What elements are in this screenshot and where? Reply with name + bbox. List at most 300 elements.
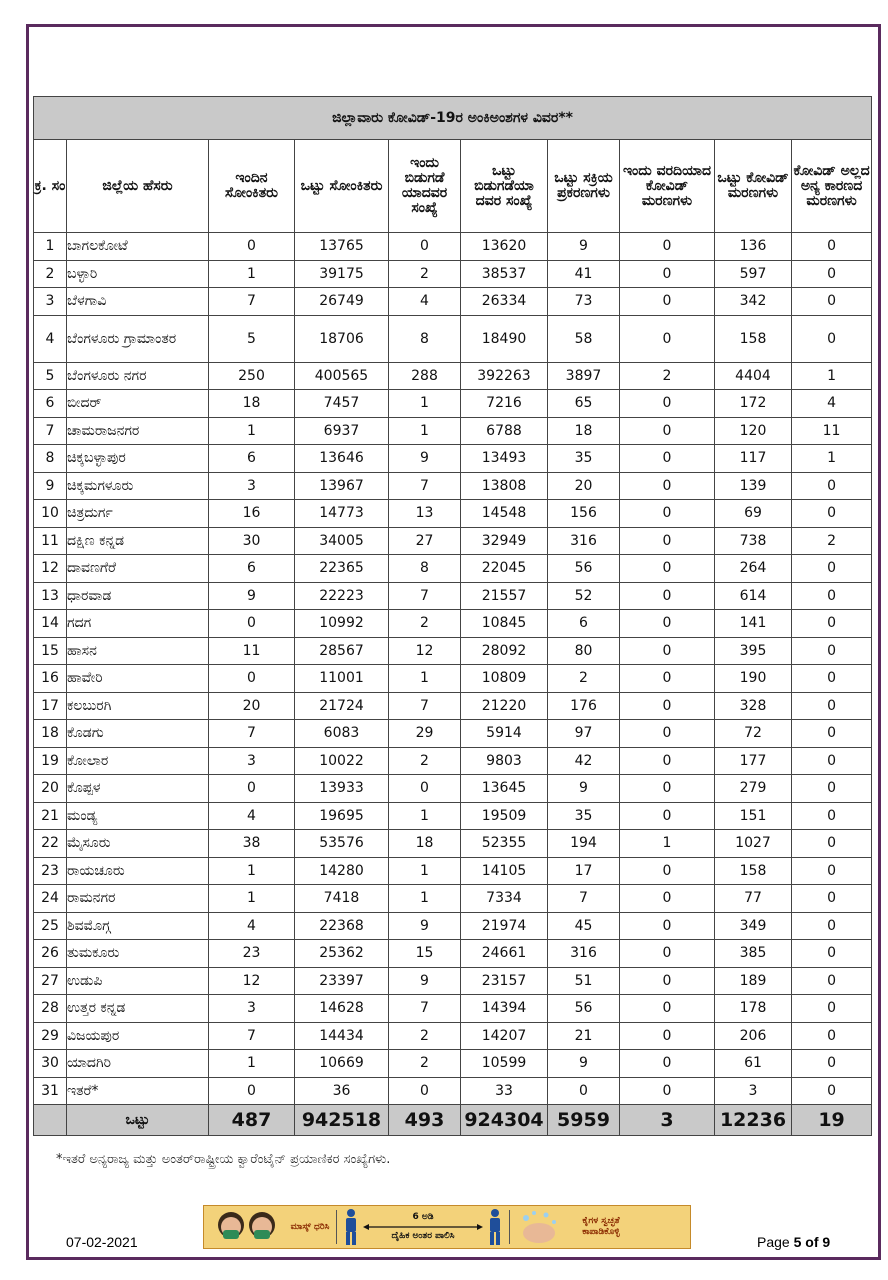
total-value-cell: 19 xyxy=(792,1105,872,1136)
table-title: ಜಿಲ್ಲಾವಾರು ಕೋವಿಡ್-19ರ ಅಂಕಿಅಂಶಗಳ ವಿವರ** xyxy=(34,97,872,140)
value-cell: 342 xyxy=(715,288,792,316)
value-cell: 7 xyxy=(389,995,461,1023)
value-cell: 13808 xyxy=(461,472,548,500)
total-value-cell: 5959 xyxy=(548,1105,620,1136)
district-name-cell: ಚಿಕ್ಕಬಳ್ಳಾಪುರ xyxy=(67,445,209,473)
value-cell: 1 xyxy=(209,1050,295,1078)
value-cell: 176 xyxy=(548,692,620,720)
value-cell: 38537 xyxy=(461,260,548,288)
total-value-cell: 493 xyxy=(389,1105,461,1136)
value-cell: 9 xyxy=(548,233,620,261)
value-cell: 400565 xyxy=(295,362,389,390)
value-cell: 0 xyxy=(620,1050,715,1078)
value-cell: 2 xyxy=(389,1050,461,1078)
serial-cell: 30 xyxy=(34,1050,67,1078)
table-row xyxy=(34,1050,872,1078)
table-row xyxy=(34,288,872,316)
column-header: ಜಿಲ್ಲೆಯ ಹೆಸರು xyxy=(67,140,209,233)
table-row xyxy=(34,747,872,775)
value-cell: 250 xyxy=(209,362,295,390)
banner-divider xyxy=(336,1210,337,1244)
district-name-cell: ಶಿವಮೊಗ್ಗ xyxy=(67,912,209,940)
value-cell: 19695 xyxy=(295,802,389,830)
value-cell: 10809 xyxy=(461,665,548,693)
value-cell: 32949 xyxy=(461,527,548,555)
value-cell: 0 xyxy=(620,610,715,638)
value-cell: 13 xyxy=(389,500,461,528)
serial-cell: 11 xyxy=(34,527,67,555)
value-cell: 120 xyxy=(715,417,792,445)
serial-cell: 31 xyxy=(34,1077,67,1105)
value-cell: 7418 xyxy=(295,885,389,913)
value-cell: 0 xyxy=(620,637,715,665)
value-cell: 1 xyxy=(209,857,295,885)
serial-cell: 14 xyxy=(34,610,67,638)
value-cell: 23157 xyxy=(461,967,548,995)
table-row xyxy=(34,912,872,940)
value-cell: 1027 xyxy=(715,830,792,858)
value-cell: 279 xyxy=(715,775,792,803)
serial-cell: 13 xyxy=(34,582,67,610)
district-name-cell: ಹಾಸನ xyxy=(67,637,209,665)
value-cell: 0 xyxy=(620,445,715,473)
value-cell: 0 xyxy=(792,940,872,968)
value-cell: 3 xyxy=(209,747,295,775)
total-row xyxy=(34,1105,872,1136)
distance-bottom-text: ದೈಹಿಕ ಅಂತರ ಪಾಲಿಸಿ xyxy=(391,1231,455,1241)
value-cell: 2 xyxy=(389,1022,461,1050)
value-cell: 0 xyxy=(389,233,461,261)
value-cell: 6083 xyxy=(295,720,389,748)
value-cell: 178 xyxy=(715,995,792,1023)
table-row xyxy=(34,857,872,885)
serial-cell: 22 xyxy=(34,830,67,858)
value-cell: 0 xyxy=(620,885,715,913)
value-cell: 0 xyxy=(792,967,872,995)
district-name-cell: ಚಾಮರಾಜನಗರ xyxy=(67,417,209,445)
district-name-cell: ಬೀದರ್ xyxy=(67,390,209,418)
value-cell: 0 xyxy=(792,830,872,858)
value-cell: 20 xyxy=(548,472,620,500)
value-cell: 18 xyxy=(548,417,620,445)
value-cell: 30 xyxy=(209,527,295,555)
value-cell: 0 xyxy=(389,1077,461,1105)
serial-cell: 28 xyxy=(34,995,67,1023)
table-header-row xyxy=(34,140,872,233)
value-cell: 36 xyxy=(295,1077,389,1105)
serial-cell: 1 xyxy=(34,233,67,261)
value-cell: 14628 xyxy=(295,995,389,1023)
value-cell: 13620 xyxy=(461,233,548,261)
value-cell: 0 xyxy=(792,857,872,885)
value-cell: 189 xyxy=(715,967,792,995)
value-cell: 7 xyxy=(389,582,461,610)
value-cell: 158 xyxy=(715,857,792,885)
value-cell: 0 xyxy=(620,747,715,775)
value-cell: 52 xyxy=(548,582,620,610)
serial-cell: 19 xyxy=(34,747,67,775)
value-cell: 6 xyxy=(209,445,295,473)
value-cell: 21220 xyxy=(461,692,548,720)
value-cell: 69 xyxy=(715,500,792,528)
value-cell: 4 xyxy=(389,288,461,316)
page-prefix: Page xyxy=(757,1234,794,1250)
value-cell: 597 xyxy=(715,260,792,288)
value-cell: 6937 xyxy=(295,417,389,445)
serial-cell: 26 xyxy=(34,940,67,968)
value-cell: 392263 xyxy=(461,362,548,390)
value-cell: 395 xyxy=(715,637,792,665)
report-date: 07-02-2021 xyxy=(66,1234,138,1250)
district-name-cell: ಬೆಳಗಾವಿ xyxy=(67,288,209,316)
value-cell: 0 xyxy=(620,995,715,1023)
value-cell: 24661 xyxy=(461,940,548,968)
value-cell: 22365 xyxy=(295,555,389,583)
serial-cell: 24 xyxy=(34,885,67,913)
value-cell: 22368 xyxy=(295,912,389,940)
value-cell: 0 xyxy=(792,472,872,500)
value-cell: 0 xyxy=(209,775,295,803)
value-cell: 1 xyxy=(209,885,295,913)
value-cell: 4 xyxy=(209,802,295,830)
value-cell: 158 xyxy=(715,315,792,362)
value-cell: 349 xyxy=(715,912,792,940)
value-cell: 0 xyxy=(620,720,715,748)
value-cell: 21557 xyxy=(461,582,548,610)
value-cell: 0 xyxy=(620,1077,715,1105)
serial-cell: 9 xyxy=(34,472,67,500)
value-cell: 7334 xyxy=(461,885,548,913)
table-row xyxy=(34,1077,872,1105)
value-cell: 0 xyxy=(209,610,295,638)
value-cell: 15 xyxy=(389,940,461,968)
value-cell: 10599 xyxy=(461,1050,548,1078)
value-cell: 16 xyxy=(209,500,295,528)
value-cell: 18490 xyxy=(461,315,548,362)
district-name-cell: ವಿಜಯಪುರ xyxy=(67,1022,209,1050)
value-cell: 0 xyxy=(792,747,872,775)
value-cell: 1 xyxy=(389,665,461,693)
district-name-cell: ದಾವಣಗೆರೆ xyxy=(67,555,209,583)
serial-cell: 3 xyxy=(34,288,67,316)
district-name-cell: ಬಳ್ಳಾರಿ xyxy=(67,260,209,288)
value-cell: 1 xyxy=(389,857,461,885)
value-cell: 738 xyxy=(715,527,792,555)
value-cell: 9 xyxy=(209,582,295,610)
value-cell: 0 xyxy=(620,857,715,885)
value-cell: 33 xyxy=(461,1077,548,1105)
district-name-cell: ಮಂಡ್ಯ xyxy=(67,802,209,830)
value-cell: 2 xyxy=(389,260,461,288)
serial-cell: 6 xyxy=(34,390,67,418)
serial-cell: 4 xyxy=(34,315,67,362)
distance-top-text: 6 ಅಡಿ xyxy=(412,1212,434,1222)
table-row xyxy=(34,995,872,1023)
value-cell: 4404 xyxy=(715,362,792,390)
value-cell: 139 xyxy=(715,472,792,500)
value-cell: 21724 xyxy=(295,692,389,720)
serial-cell: 21 xyxy=(34,802,67,830)
serial-cell: 7 xyxy=(34,417,67,445)
value-cell: 0 xyxy=(620,967,715,995)
table-row xyxy=(34,527,872,555)
table-row xyxy=(34,555,872,583)
total-value-cell: 924304 xyxy=(461,1105,548,1136)
value-cell: 385 xyxy=(715,940,792,968)
table-row xyxy=(34,802,872,830)
value-cell: 614 xyxy=(715,582,792,610)
district-name-cell: ತುಮಕೂರು xyxy=(67,940,209,968)
value-cell: 9 xyxy=(548,1050,620,1078)
value-cell: 26749 xyxy=(295,288,389,316)
value-cell: 56 xyxy=(548,555,620,583)
value-cell: 2 xyxy=(389,610,461,638)
value-cell: 14280 xyxy=(295,857,389,885)
value-cell: 28092 xyxy=(461,637,548,665)
value-cell: 73 xyxy=(548,288,620,316)
value-cell: 51 xyxy=(548,967,620,995)
value-cell: 0 xyxy=(620,500,715,528)
value-cell: 10022 xyxy=(295,747,389,775)
value-cell: 0 xyxy=(620,940,715,968)
value-cell: 13493 xyxy=(461,445,548,473)
value-cell: 72 xyxy=(715,720,792,748)
hand-wash-icon xyxy=(516,1208,562,1246)
value-cell: 0 xyxy=(209,1077,295,1105)
table-row xyxy=(34,637,872,665)
value-cell: 97 xyxy=(548,720,620,748)
value-cell: 6 xyxy=(209,555,295,583)
district-name-cell: ಕೋಲಾರ xyxy=(67,747,209,775)
value-cell: 11001 xyxy=(295,665,389,693)
table-row xyxy=(34,665,872,693)
value-cell: 0 xyxy=(792,720,872,748)
value-cell: 0 xyxy=(792,802,872,830)
value-cell: 1 xyxy=(389,802,461,830)
table-row xyxy=(34,260,872,288)
value-cell: 18706 xyxy=(295,315,389,362)
value-cell: 6 xyxy=(548,610,620,638)
value-cell: 10992 xyxy=(295,610,389,638)
total-value-cell: 942518 xyxy=(295,1105,389,1136)
value-cell: 1 xyxy=(389,390,461,418)
value-cell: 5914 xyxy=(461,720,548,748)
value-cell: 2 xyxy=(620,362,715,390)
district-name-cell: ಹಾವೇರಿ xyxy=(67,665,209,693)
district-name-cell: ಗದಗ xyxy=(67,610,209,638)
table-row xyxy=(34,830,872,858)
value-cell: 53576 xyxy=(295,830,389,858)
district-name-cell: ರಾಮನಗರ xyxy=(67,885,209,913)
value-cell: 80 xyxy=(548,637,620,665)
district-name-cell: ಉತ್ತರ ಕನ್ನಡ xyxy=(67,995,209,1023)
district-name-cell: ಕೊಪ್ಪಳ xyxy=(67,775,209,803)
value-cell: 0 xyxy=(792,637,872,665)
serial-cell: 15 xyxy=(34,637,67,665)
value-cell: 13765 xyxy=(295,233,389,261)
page-number xyxy=(757,1234,830,1250)
serial-cell: 17 xyxy=(34,692,67,720)
value-cell: 41 xyxy=(548,260,620,288)
page-total: 9 xyxy=(822,1234,831,1250)
value-cell: 0 xyxy=(620,527,715,555)
value-cell: 1 xyxy=(792,445,872,473)
value-cell: 0 xyxy=(620,802,715,830)
total-blank-cell xyxy=(34,1105,67,1136)
value-cell: 7 xyxy=(209,288,295,316)
double-arrow-icon xyxy=(363,1223,483,1231)
value-cell: 7 xyxy=(389,692,461,720)
district-name-cell: ಕಲಬುರಗಿ xyxy=(67,692,209,720)
value-cell: 26334 xyxy=(461,288,548,316)
value-cell: 3 xyxy=(209,472,295,500)
serial-cell: 23 xyxy=(34,857,67,885)
total-label-cell: ಒಟ್ಟು xyxy=(67,1105,209,1136)
serial-cell: 5 xyxy=(34,362,67,390)
value-cell: 0 xyxy=(620,665,715,693)
value-cell: 13967 xyxy=(295,472,389,500)
serial-cell: 16 xyxy=(34,665,67,693)
table-row xyxy=(34,390,872,418)
value-cell: 136 xyxy=(715,233,792,261)
district-name-cell: ದಕ್ಷಿಣ ಕನ್ನಡ xyxy=(67,527,209,555)
district-name-cell: ಮೈಸೂರು xyxy=(67,830,209,858)
value-cell: 52355 xyxy=(461,830,548,858)
value-cell: 206 xyxy=(715,1022,792,1050)
value-cell: 13645 xyxy=(461,775,548,803)
value-cell: 38 xyxy=(209,830,295,858)
value-cell: 42 xyxy=(548,747,620,775)
value-cell: 0 xyxy=(209,233,295,261)
value-cell: 25362 xyxy=(295,940,389,968)
value-cell: 29 xyxy=(389,720,461,748)
value-cell: 2 xyxy=(389,747,461,775)
district-covid-table xyxy=(33,96,872,1136)
value-cell: 7 xyxy=(389,472,461,500)
value-cell: 316 xyxy=(548,940,620,968)
value-cell: 12 xyxy=(209,967,295,995)
value-cell: 22045 xyxy=(461,555,548,583)
value-cell: 117 xyxy=(715,445,792,473)
total-value-cell: 3 xyxy=(620,1105,715,1136)
value-cell: 13646 xyxy=(295,445,389,473)
value-cell: 0 xyxy=(792,582,872,610)
value-cell: 0 xyxy=(620,582,715,610)
value-cell: 58 xyxy=(548,315,620,362)
value-cell: 35 xyxy=(548,445,620,473)
page-of: of xyxy=(801,1234,823,1250)
table-row xyxy=(34,1022,872,1050)
value-cell: 328 xyxy=(715,692,792,720)
value-cell: 7216 xyxy=(461,390,548,418)
value-cell: 0 xyxy=(792,610,872,638)
value-cell: 0 xyxy=(792,995,872,1023)
column-header: ಒಟ್ಟು ಕೋವಿಡ್ ಮರಣಗಳು xyxy=(715,140,792,233)
value-cell: 0 xyxy=(792,912,872,940)
value-cell: 0 xyxy=(792,1077,872,1105)
value-cell: 8 xyxy=(389,315,461,362)
value-cell: 1 xyxy=(389,885,461,913)
value-cell: 0 xyxy=(620,1022,715,1050)
value-cell: 14207 xyxy=(461,1022,548,1050)
total-value-cell: 12236 xyxy=(715,1105,792,1136)
table-row xyxy=(34,692,872,720)
value-cell: 6788 xyxy=(461,417,548,445)
value-cell: 172 xyxy=(715,390,792,418)
value-cell: 0 xyxy=(620,417,715,445)
column-header: ಇಂದು ವರದಿಯಾದ ಕೋವಿಡ್ ಮರಣಗಳು xyxy=(620,140,715,233)
column-header: ಇಂದು ಬಿಡುಗಡೆ ಯಾದವರ ಸಂಖ್ಯೆ xyxy=(389,140,461,233)
serial-cell: 20 xyxy=(34,775,67,803)
value-cell: 3 xyxy=(209,995,295,1023)
value-cell: 56 xyxy=(548,995,620,1023)
serial-cell: 27 xyxy=(34,967,67,995)
value-cell: 1 xyxy=(209,260,295,288)
district-name-cell: ಇತರೆ* xyxy=(67,1077,209,1105)
value-cell: 194 xyxy=(548,830,620,858)
serial-cell: 12 xyxy=(34,555,67,583)
value-cell: 22223 xyxy=(295,582,389,610)
value-cell: 18 xyxy=(389,830,461,858)
column-header: ಒಟ್ಟು ಸಕ್ರಿಯ ಪ್ರಕರಣಗಳು xyxy=(548,140,620,233)
value-cell: 141 xyxy=(715,610,792,638)
person-icon xyxy=(343,1208,359,1246)
serial-cell: 2 xyxy=(34,260,67,288)
column-header: ಕೋವಿಡ್ ಅಲ್ಲದ ಅನ್ಯ ಕಾರಣದ ಮರಣಗಳು xyxy=(792,140,872,233)
value-cell: 14394 xyxy=(461,995,548,1023)
value-cell: 0 xyxy=(620,260,715,288)
value-cell: 0 xyxy=(792,260,872,288)
table-row xyxy=(34,775,872,803)
value-cell: 9 xyxy=(389,912,461,940)
value-cell: 316 xyxy=(548,527,620,555)
value-cell: 27 xyxy=(389,527,461,555)
page-current: 5 xyxy=(793,1234,802,1250)
value-cell: 21 xyxy=(548,1022,620,1050)
value-cell: 4 xyxy=(792,390,872,418)
serial-cell: 10 xyxy=(34,500,67,528)
value-cell: 0 xyxy=(792,500,872,528)
value-cell: 0 xyxy=(620,288,715,316)
district-name-cell: ಬಾಗಲಕೋಟೆ xyxy=(67,233,209,261)
value-cell: 5 xyxy=(209,315,295,362)
value-cell: 61 xyxy=(715,1050,792,1078)
mask-text: ಮಾಸ್ಕ್ ಧರಿಸಿ xyxy=(290,1221,330,1232)
value-cell: 19509 xyxy=(461,802,548,830)
value-cell: 10669 xyxy=(295,1050,389,1078)
person-icon xyxy=(487,1208,503,1246)
table-row xyxy=(34,582,872,610)
value-cell: 14548 xyxy=(461,500,548,528)
table-row xyxy=(34,315,872,362)
value-cell: 11 xyxy=(792,417,872,445)
column-header: ಇಂದಿನ ಸೋಂಕಿತರು xyxy=(209,140,295,233)
value-cell: 0 xyxy=(620,390,715,418)
table-row xyxy=(34,445,872,473)
value-cell: 11 xyxy=(209,637,295,665)
value-cell: 77 xyxy=(715,885,792,913)
district-name-cell: ಚಿತ್ರದುರ್ಗ xyxy=(67,500,209,528)
value-cell: 0 xyxy=(620,555,715,583)
total-value-cell: 487 xyxy=(209,1105,295,1136)
masked-faces-icon xyxy=(214,1208,286,1246)
value-cell: 12 xyxy=(389,637,461,665)
value-cell: 288 xyxy=(389,362,461,390)
value-cell: 0 xyxy=(792,1050,872,1078)
table-row xyxy=(34,362,872,390)
value-cell: 1 xyxy=(209,417,295,445)
value-cell: 10845 xyxy=(461,610,548,638)
